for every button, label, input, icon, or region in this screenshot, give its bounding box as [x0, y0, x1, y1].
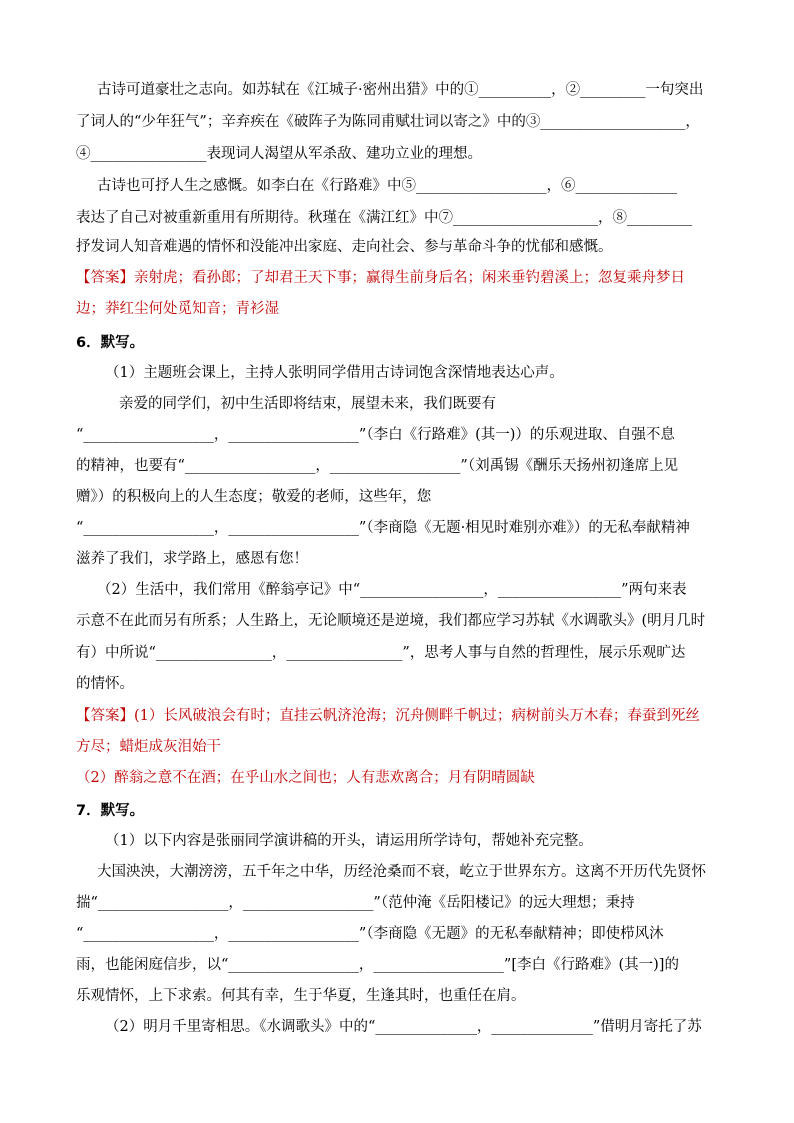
answer-text: 亲射虎；看孙郎；了却君王天下事；赢得生前身后名；闲来垂钓碧溪上；忽复乘舟梦日 — [134, 270, 685, 286]
q6-line-4: 的精神，也要有“__________________，__________________”（刘禹锡《酬乐天扬州初逢席上见 — [76, 458, 679, 474]
q6-answer-line-1 — [76, 706, 700, 726]
q7-line-1: （1）以下内容是张丽同学演讲稿的开头，请运用所学诗句，帮她补充完整。 — [105, 833, 593, 849]
q7-line-7: （2）明月千里寄相思。《水调歌头》中的“______________，______________”借明月寄托了苏 — [105, 1019, 702, 1035]
q5-answer-line-1 — [76, 268, 685, 288]
answer-label: 【答案】 — [76, 270, 134, 286]
q7-line-4: “__________________，__________________”（李商隐《无题》的无私奉献精神；即使栉风沐 — [76, 926, 664, 942]
q5-line-4: 古诗也可抒人生之感慨。如李白在《行路难》中⑤__________________，⑥______________ — [97, 178, 677, 194]
q6-line-11: 的情怀。 — [76, 676, 134, 692]
q7-line-3: 揣“__________________，__________________”（范仲淹《岳阳楼记》的远大理想；秉持 — [76, 895, 635, 911]
answer-text: (1）长风破浪会有时；直挂云帆济沧海；沉舟侧畔千帆过；病树前头万木春；春蚕到死丝 — [134, 708, 700, 724]
q6-answer-line-3: （2）醉翁之意不在酒；在乎山水之间也；人有悲欢离合；月有阴晴圆缺 — [76, 770, 535, 786]
q5-line-5: 表达了自己对被重新重用有所期待。秋瑾在《满江红》中⑦____________________，⑧_________ — [76, 210, 693, 226]
q6-line-2: 亲爱的同学们，初中生活即将结束，展望未来，我们既要有 — [119, 396, 496, 412]
q5-line-3: ④________________表现词人渴望从军杀敌、建功立业的理想。 — [76, 146, 482, 162]
q6-line-8: （2）生活中，我们常用《醉翁亭记》中“_________________，_________________”两句来表 — [97, 582, 687, 598]
answer-label: 【答案】 — [76, 708, 134, 724]
q7-line-5: 雨，也能闲庭信步，以“__________________，__________________”[李白《行路难》(其一)]的 — [76, 957, 679, 973]
q6-line-7: 滋养了我们，求学路上，感恩有您！ — [76, 551, 308, 567]
q5-line-1: 古诗可道豪壮之志向。如苏轼在《江城子·密州出猎》中的①__________，②_________一句突出 — [97, 82, 704, 98]
q7-line-6: 乐观情怀，上下求索。何其有幸，生于华夏，生逢其时，也重任在肩。 — [76, 988, 526, 1004]
q6-line-10: 有）中所说“________________，________________”，思考人事与自然的哲理性，展示乐观旷达 — [76, 645, 686, 661]
q6-line-1: （1）主题班会课上，主持人张明同学借用古诗词饱含深情地表达心声。 — [105, 365, 564, 381]
q6-line-6: “__________________，__________________”（李商隐《无题·相见时难别亦难》）的无私奉献精神 — [76, 520, 690, 536]
q7-line-2: 大国泱泱，大潮滂滂，五千年之中华，历经沧桑而不衰，屹立于世界东方。这离不开历代先贤怀 — [97, 864, 706, 880]
q5-answer-line-2: 边；莽红尘何处觅知音；青衫湿 — [76, 301, 279, 317]
q5-line-2: 了词人的“少年狂气”；辛弃疾在《破阵子为陈同甫赋壮词以寄之》中的③____________________， — [76, 114, 700, 130]
q6-answer-line-2: 方尽；蜡炬成灰泪始干 — [76, 739, 221, 755]
q7-heading: 7．默写。 — [76, 803, 145, 819]
q6-line-9: 示意不在此而另有所系；人生路上，无论顺境还是逆境，我们都应学习苏轼《水调歌头》(明月几时 — [76, 613, 706, 629]
q6-line-3: “__________________，__________________”（李白《行路难》(其一)）的乐观进取、自强不息 — [76, 427, 675, 443]
q5-line-6: 抒发词人知音难遇的情怀和没能冲出家庭、走向社会、参与革命斗争的忧郁和感慨。 — [76, 239, 613, 255]
q6-line-5: 赠》）的积极向上的人生态度；敬爱的老师，这些年，您 — [76, 489, 432, 505]
q6-heading: 6．默写。 — [76, 335, 145, 351]
